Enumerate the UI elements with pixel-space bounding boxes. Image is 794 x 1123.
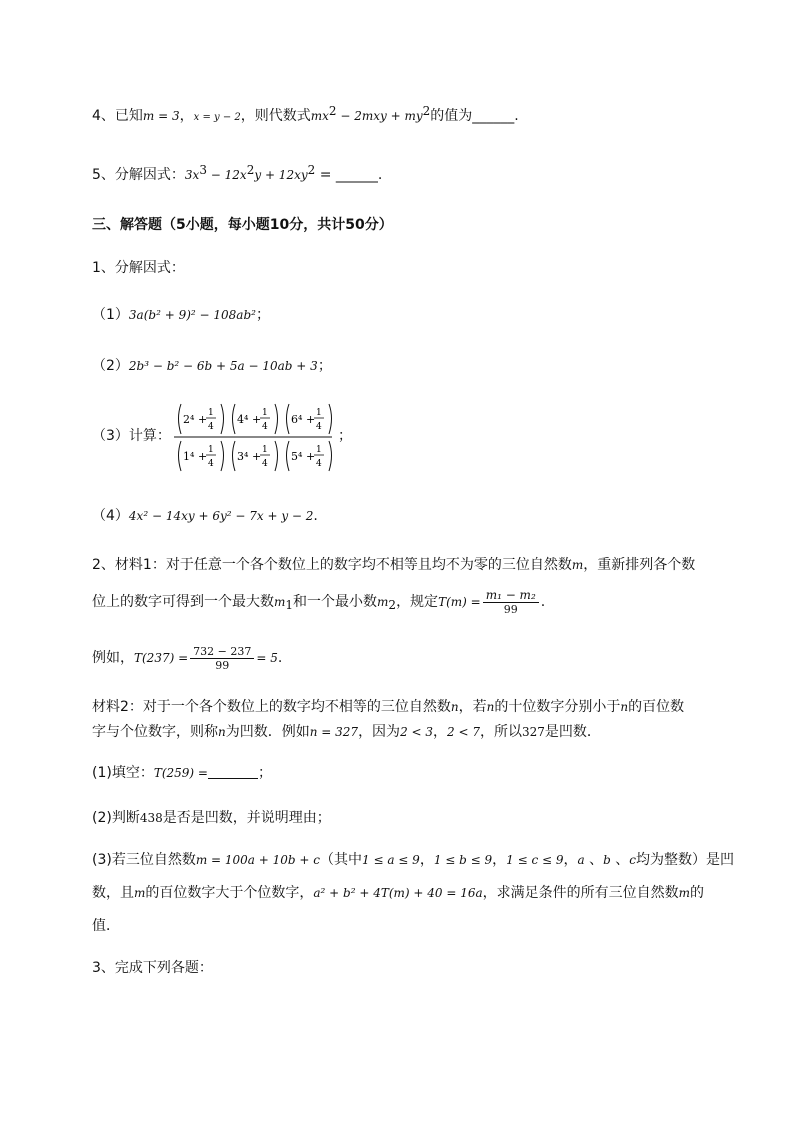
plus-sign: + [198,413,208,426]
p2-example-end: . [277,650,283,666]
q3-sep3: ， [563,852,578,868]
q2-number: 438 [139,811,163,825]
q3-sep1: ， [419,852,434,868]
problem-1-part-2 [92,356,332,376]
q3-cond-a: 1 ≤ a ≤ 9 [362,853,420,867]
p2-example-den: 99 [215,658,230,672]
part-3-label: （3）计算： [92,428,171,444]
q3-expr: m = 100a + 10b + c [195,853,321,867]
q1-end: ； [257,765,272,781]
mat2-l2-a: 字与个位数字，则称 [92,724,218,740]
mat2-l2-e: 是凹数． [544,724,601,740]
mat2-n4: n [218,725,226,739]
denominator-base: 3⁴ [237,450,249,463]
q3-l2-c: ，求满足条件的所有三位自然数 [482,885,679,901]
problem-2-material-2-line-2 [92,722,601,742]
plus-sign: + [198,450,208,463]
q3-var-c: c [629,853,636,867]
problem-2-example [92,644,282,672]
p2-line2-end: . [540,594,546,610]
q5-suffix: = ______. [315,167,383,183]
part-2-expr: 2b³ − b² − 6b + 5a − 10ab + 3 [128,359,318,373]
quarter-numerator: 1 [208,445,214,455]
numerator-base: 6⁴ [291,413,303,426]
question-5: 5、分解因式：$3x^3 - 12x^2y + 12xy^2$ = ______. [92,163,383,183]
denominator-base: 5⁴ [291,450,303,463]
problem-1-part-4 [92,506,318,526]
mat2-n3: n [620,700,629,714]
fraction-numerator [179,404,332,434]
mat2-327: 327 [521,725,545,739]
denominator-factor-1 [179,441,224,471]
q5-prefix: 5、分解因式： [92,167,185,183]
plus-sign: + [306,413,316,426]
q4-expr-a: mx [310,109,329,123]
problem-1-part-3-label [92,426,171,446]
q3-var-a: a [577,853,585,867]
left-paren [287,404,290,434]
numerator-factor-1 [179,404,224,434]
p2-example-rhs: = 5 [256,651,278,665]
p2-line1-end: ，重新排列各个数 [583,557,696,573]
problem-2-material-2-line-1 [92,697,684,717]
q4-condition-m: m = 3 [142,109,180,123]
quarter-denominator: 4 [262,459,268,469]
problem-1-title: 1、分解因式： [92,260,185,276]
part-1-label: （1） [92,307,129,323]
right-paren [329,404,332,434]
plus-sign: + [252,450,262,463]
q3-m2: m [678,886,691,900]
mat2-n2: n [486,700,495,714]
q4-suffix: 的值为______. [430,108,519,124]
p2-example-prefix: 例如， [92,650,134,666]
q3-text-b: （其中 [320,852,363,868]
p2-example-fraction [190,645,254,672]
part-1-end: ； [255,307,270,323]
q4-sep: ， [179,108,194,124]
question-4: 4、已知m = 3，x = y − 2，则代数式$mx^2 - 2mxy + my^2$的值为______. [92,104,519,124]
numerator-base: 4⁴ [237,413,249,426]
q5-term-2: − 12x [206,168,247,182]
problem-3-title: 3、完成下列各题： [92,960,213,976]
q1-answer-blank[interactable] [208,764,258,779]
problem-2-question-3-line-3: 值． [92,918,120,934]
q4-prefix: 4、已知 [92,108,143,124]
q3-dot1: 、 [584,852,604,868]
p2-m2: m [377,595,389,609]
mat2-ineq-1: 2 < 3 [400,725,434,739]
mat2-text-a: 材料2：对于一个各个数位上的数字均不相等的三位自然数 [92,699,451,715]
quarter-numerator: 1 [208,408,214,418]
section-3-title: 三、解答题（5小题，每小题10分，共计50分） [92,217,393,233]
left-paren [287,441,290,471]
part-3-fraction [172,400,336,474]
p2-line2-mid: 和一个最小数 [293,594,378,610]
q1-expr: T(259) = [153,766,208,780]
left-paren [233,441,236,471]
problem-1-part-1 [92,305,270,325]
p2-T-m: T(m) = [438,595,481,609]
q3-dot2: 、 [610,852,630,868]
part-1-expr: 3a(b² + 9)² − 108ab² [128,308,256,322]
left-paren [179,441,182,471]
q3-m: m [134,886,146,900]
p2-m1: m [274,595,286,609]
denominator-factor-2 [233,441,278,471]
q1-label: (1)填空： [92,765,154,781]
fraction-denominator [179,441,332,471]
p2-line2-text: 位上的数字可得到一个最大数 [92,594,274,610]
p2-frac-den: 99 [503,602,518,616]
p2-example-lhs: T(237) = [134,651,189,665]
quarter-denominator: 4 [208,459,214,469]
left-paren [233,404,236,434]
denominator-factor-3 [287,441,332,471]
quarter-numerator: 1 [262,408,268,418]
part-2-label: （2） [92,358,129,374]
right-paren [221,404,224,434]
p2-m1-sub: 1 [285,598,294,612]
q3-l2-d: 的 [690,885,705,901]
mat2-text-c: 的十位数字分别小于 [494,699,621,715]
p2-var-m: m [571,558,584,572]
q2-label: (2)判断 [92,810,140,826]
quarter-numerator: 1 [262,445,268,455]
part-3-end: ； [338,428,352,444]
part-2-end: ； [317,358,332,374]
p2-line2-rule: ，规定 [396,594,439,610]
p2-example-num: 732 − 237 [190,645,254,659]
q3-var-b: b [603,853,611,867]
plus-sign: + [306,450,316,463]
right-paren [329,441,332,471]
plus-sign: + [252,413,262,426]
p2-line1-text: 2、材料1：对于任意一个各个数位上的数字均不相等且均不为零的三位自然数 [92,557,572,573]
numerator-factor-3 [287,404,332,434]
part-4-end: . [313,508,318,524]
mat2-l2-c: ，因为 [358,724,401,740]
q3-label: (3)若三位自然数 [92,852,196,868]
left-paren [179,404,182,434]
p2-frac-num: m₁ − m₂ [483,589,539,603]
q5-term-3: y + 12xy [254,168,308,182]
quarter-numerator: 1 [316,445,322,455]
mat2-text-b: ，若 [458,699,487,715]
q4-mid: ，则代数式 [240,108,311,124]
mat2-example-n: n = 327 [309,725,359,739]
q3-cond-b: 1 ≤ b ≤ 9 [433,853,493,867]
denominator-base: 1⁴ [183,450,195,463]
q3-equation: a² + b² + 4T(m) + 40 = 16a [313,886,483,900]
q3-sep2: ， [492,852,507,868]
problem-2-question-2 [92,808,331,828]
problem-2-line-2 [92,588,545,616]
quarter-denominator: 4 [316,422,322,432]
p2-m2-sub: 2 [388,598,397,612]
mat2-l2-b: 为凹数．例如 [225,724,310,740]
right-paren [275,404,278,434]
problem-2-question-1 [92,763,272,783]
q3-cond-c: 1 ≤ c ≤ 9 [506,853,564,867]
right-paren [275,441,278,471]
problem-2-question-3-line-2 [92,883,704,903]
q3-text-c: 均为整数）是凹 [635,852,734,868]
p2-definition-fraction [483,589,539,616]
mat2-text-d: 的百位数 [628,699,685,715]
mat2-sep: ， [433,724,448,740]
mat2-l2-d: ，所以 [479,724,522,740]
q5-term-1: 3x [184,168,200,182]
part-4-label: （4） [92,508,129,524]
problem-2-question-3-line-1 [92,850,734,870]
q3-l2-b: 的百位数字大于个位数字， [145,885,314,901]
q2-text: 是否是凹数，并说明理由； [162,810,331,826]
mat2-n: n [450,700,459,714]
q4-condition-x: x = y − 2 [193,112,241,123]
q3-l2-a: 数，且 [92,885,134,901]
quarter-numerator: 1 [316,408,322,418]
quarter-denominator: 4 [262,422,268,432]
numerator-base: 2⁴ [183,413,195,426]
q4-expr-b: − 2mxy + my [336,109,423,123]
mat2-ineq-2: 2 < 7 [447,725,480,739]
problem-2-line-1 [92,555,695,575]
right-paren [221,441,224,471]
quarter-denominator: 4 [208,422,214,432]
quarter-denominator: 4 [316,459,322,469]
part-4-expr: 4x² − 14xy + 6y² − 7x + y − 2 [128,509,314,523]
numerator-factor-2 [233,404,278,434]
